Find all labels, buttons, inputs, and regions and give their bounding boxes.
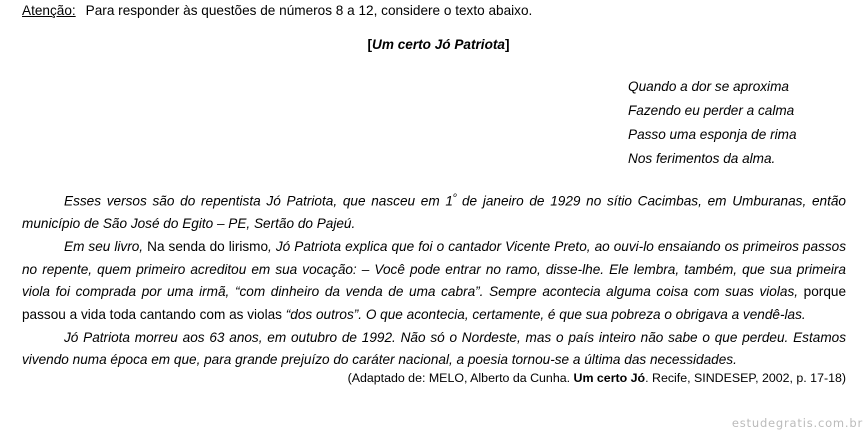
book-title: Na senda do lirismo xyxy=(143,238,269,254)
title-text: Um certo Jó Patriota xyxy=(372,37,505,52)
source-reference xyxy=(0,371,846,385)
ordinal-superscript: º xyxy=(452,192,457,202)
reference-text-after: . Recife, SINDESEP, 2002, p. 17-18) xyxy=(645,371,846,385)
paragraph-1-text-before: Esses versos são do repentista Jó Patriota, que nasceu em 1 xyxy=(64,193,453,209)
site-watermark: estudegratis.com.br xyxy=(731,416,863,430)
title-open-bracket: [ xyxy=(367,37,373,52)
paragraph-1 xyxy=(22,186,846,236)
title-close-bracket: ] xyxy=(504,37,510,52)
notice-label: Atenção: xyxy=(22,3,76,18)
notice-text: Para responder às questões de números 8 a 12, considere o texto abaixo. xyxy=(85,3,533,18)
poem-line: Passo uma esponja de rima xyxy=(628,127,797,142)
reference-text-before: (Adaptado de: MELO, Alberto da Cunha. xyxy=(347,371,574,385)
paragraph-2-text-before: Em seu livro, xyxy=(64,238,144,254)
poem-line: Fazendo eu perder a calma xyxy=(628,103,795,118)
paragraph-3: Jó Patriota morreu aos 63 anos, em outubro de 1992. Não só o Nordeste, mas o país inteiro não sabe o que perdeu. Estamos vivendo numa época em que, para grande prejuízo do caráter nacional, a poesia tornou-se a última das necessidades. xyxy=(22,329,846,368)
poem-line: Quando a dor se aproxima xyxy=(628,79,789,94)
reference-book-title: Um certo Jó xyxy=(573,371,646,385)
poem-epigraph xyxy=(628,76,797,172)
instruction-notice xyxy=(22,3,532,18)
paragraph-1-text-after: de janeiro de 1929 no sítio Cacimbas, em Umburanas, então município de São José do Egito – PE, Sertão do Pajeú. xyxy=(22,193,846,232)
poem-line: Nos ferimentos da alma. xyxy=(628,151,776,166)
paragraph-2-upright-text: porque passou a vida toda cantando com as violas xyxy=(22,284,846,323)
paragraph-2-text-after: “dos outros”. O que acontecia, certamente, é que sua pobreza o obrigava a vendê-las. xyxy=(281,307,806,323)
paragraph-2 xyxy=(22,236,846,327)
article-body xyxy=(22,186,846,372)
paragraph-2-text-middle: , Jó Patriota explica que foi o cantador Vicente Preto, ao ouvi-lo ensaiando os primeiros passos no repente, quem primeiro acreditou em sua vocação: – Você pode entrar no ramo, disse-lhe. Ele lembra, também, que sua primeira viola foi comprada por uma irmã, “com dinheiro da venda de uma cabra”. Sempre acontecia alguma coisa com suas violas, xyxy=(22,238,846,300)
text-title xyxy=(0,37,865,52)
